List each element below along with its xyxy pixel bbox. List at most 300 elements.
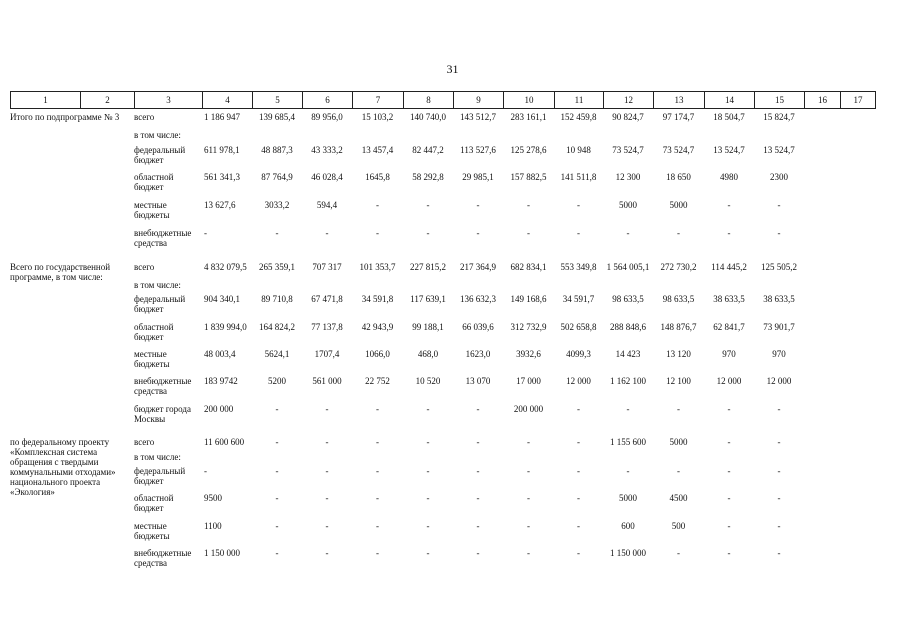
value-cell	[804, 262, 840, 280]
value-cell	[352, 452, 403, 466]
table-row	[10, 145, 875, 172]
column-header-13: 13	[654, 92, 705, 109]
value-cell	[352, 130, 403, 145]
funding-source-label: в том числе:	[134, 280, 181, 290]
value-cell: -	[426, 466, 430, 476]
value-cell: -	[577, 404, 580, 414]
value-cell: -	[204, 228, 207, 238]
value-cell: -	[577, 521, 580, 531]
value-cell: 164 824,2	[259, 322, 295, 332]
value-cell: -	[727, 493, 731, 503]
value-cell: -	[577, 493, 580, 503]
value-cell: -	[476, 404, 480, 414]
value-cell	[804, 437, 840, 452]
value-cell: 4099,3	[566, 349, 591, 359]
value-cell: -	[777, 466, 781, 476]
value-cell: -	[325, 548, 329, 558]
value-cell: 1 839 994,0	[204, 322, 247, 332]
value-cell: -	[677, 466, 680, 476]
value-cell	[840, 437, 875, 452]
funding-source-label: федеральный бюджет	[134, 145, 186, 165]
row-section-label	[10, 548, 134, 575]
value-cell: 73 901,7	[763, 322, 795, 332]
value-cell	[302, 280, 352, 294]
value-cell: 73 524,7	[612, 145, 644, 155]
value-cell: 707 317	[312, 262, 342, 272]
table-row	[10, 349, 875, 376]
value-cell: -	[777, 493, 781, 503]
value-cell: 29 985,1	[462, 172, 494, 182]
value-cell: -	[527, 548, 530, 558]
value-cell: 1100	[204, 521, 222, 531]
value-cell: -	[727, 200, 731, 210]
value-cell: -	[376, 228, 379, 238]
value-cell: -	[275, 493, 279, 503]
value-cell: 18 504,7	[713, 112, 745, 122]
value-cell: 46 028,4	[311, 172, 343, 182]
funding-source-label: местные бюджеты	[134, 349, 170, 369]
row-section-label	[10, 349, 134, 376]
header-row	[11, 92, 876, 109]
value-cell	[754, 280, 804, 294]
column-header-3: 3	[135, 92, 203, 109]
table-row	[10, 112, 875, 130]
value-cell: -	[777, 521, 781, 531]
value-cell: -	[577, 228, 580, 238]
value-cell: -	[325, 228, 329, 238]
funding-source-label: бюджет города Москвы	[134, 404, 191, 424]
value-cell: 22 752	[365, 376, 390, 386]
value-cell: -	[527, 200, 530, 210]
value-cell	[804, 404, 840, 437]
value-cell: 125 278,6	[510, 145, 547, 155]
value-cell: -	[527, 228, 530, 238]
value-cell: 288 848,6	[610, 322, 646, 332]
funding-source-label: всего	[134, 262, 155, 272]
value-cell	[252, 280, 302, 294]
value-cell: 139 685,4	[259, 112, 295, 122]
value-cell: 3033,2	[264, 200, 290, 210]
value-cell	[804, 349, 840, 376]
row-section-label	[10, 437, 134, 497]
value-cell: -	[727, 521, 731, 531]
value-cell: 113 527,6	[460, 145, 496, 155]
value-cell	[804, 521, 840, 548]
funding-source-label: в том числе:	[134, 452, 181, 462]
value-cell	[840, 521, 875, 548]
column-header-12: 12	[604, 92, 654, 109]
value-cell	[252, 452, 302, 466]
value-cell	[453, 452, 503, 466]
value-cell	[804, 294, 840, 322]
value-cell: 4980	[720, 172, 738, 182]
table-row	[10, 404, 875, 437]
table-row	[10, 262, 875, 280]
value-cell: 4 832 079,5	[204, 262, 247, 272]
table-row	[10, 452, 875, 466]
value-cell: -	[777, 548, 781, 558]
value-cell	[840, 493, 875, 521]
value-cell	[840, 349, 875, 376]
value-cell: -	[476, 200, 480, 210]
funding-source-label: областной бюджет	[134, 172, 174, 192]
value-cell: -	[727, 404, 731, 414]
value-cell: -	[376, 200, 379, 210]
value-cell: 682 834,1	[510, 262, 547, 272]
row-section-label	[10, 130, 134, 145]
column-header-2: 2	[81, 92, 135, 109]
column-header-9: 9	[454, 92, 504, 109]
value-cell: -	[777, 228, 781, 238]
value-cell	[453, 130, 503, 145]
row-section-label	[10, 521, 134, 548]
value-cell	[804, 322, 840, 349]
value-cell	[603, 130, 653, 145]
value-cell	[804, 280, 840, 294]
value-cell: -	[376, 404, 379, 414]
financing-table	[10, 112, 875, 575]
value-cell: 143 512,7	[460, 112, 496, 122]
row-section-label	[10, 493, 134, 521]
table-row	[10, 322, 875, 349]
value-cell: 11 600 600	[204, 437, 245, 447]
value-cell: 48 887,3	[261, 145, 293, 155]
value-cell	[202, 280, 252, 294]
value-cell: 157 882,5	[510, 172, 547, 182]
value-cell: -	[426, 200, 430, 210]
value-cell	[202, 452, 252, 466]
value-cell: 1066,0	[365, 349, 390, 359]
column-header-8: 8	[404, 92, 454, 109]
value-cell: 48 003,4	[204, 349, 236, 359]
funding-source-label: внебюджетные средства	[134, 376, 192, 396]
value-cell: -	[626, 228, 630, 238]
value-cell: 34 591,7	[562, 294, 595, 304]
value-cell: -	[727, 548, 731, 558]
value-cell	[840, 322, 875, 349]
value-cell: -	[275, 521, 279, 531]
value-cell	[840, 130, 875, 145]
value-cell: -	[376, 437, 379, 447]
funding-source-label: областной бюджет	[134, 493, 174, 513]
value-cell: 13 524,7	[713, 145, 745, 155]
value-cell	[840, 376, 875, 404]
value-cell: 38 633,5	[763, 294, 795, 304]
value-cell: 200 000	[513, 404, 544, 414]
value-cell: -	[426, 437, 430, 447]
value-cell: 12 000	[766, 376, 792, 386]
value-cell	[804, 228, 840, 262]
value-cell: 217 364,9	[460, 262, 496, 272]
value-cell	[754, 452, 804, 466]
column-number-header	[10, 91, 876, 109]
value-cell: -	[777, 404, 781, 414]
value-cell: 14 423	[615, 349, 641, 359]
section-label-text: Итого по подпрограмме № 3	[10, 112, 120, 122]
value-cell: 283 161,1	[510, 112, 547, 122]
value-cell	[352, 280, 403, 294]
value-cell	[302, 452, 352, 466]
value-cell: -	[426, 228, 430, 238]
value-cell: 4500	[669, 493, 688, 503]
table-row	[10, 548, 875, 575]
value-cell: -	[727, 437, 731, 447]
value-cell: -	[476, 521, 480, 531]
value-cell: 13 627,6	[204, 200, 236, 210]
value-cell: -	[727, 228, 731, 238]
value-cell	[804, 466, 840, 493]
value-cell: 2300	[770, 172, 788, 182]
value-cell: -	[777, 437, 781, 447]
value-cell: 1 150 000	[204, 548, 240, 558]
value-cell: -	[325, 466, 329, 476]
value-cell	[804, 548, 840, 575]
column-header-6: 6	[303, 92, 353, 109]
row-section-label	[10, 145, 134, 172]
value-cell: 87 764,9	[261, 172, 293, 182]
value-cell: -	[476, 466, 480, 476]
value-cell: 73 524,7	[662, 145, 695, 155]
value-cell: -	[325, 404, 329, 414]
funding-source-label: федеральный бюджет	[134, 294, 186, 314]
value-cell	[840, 172, 875, 200]
section-label-text: по федеральному проекту «Комплексная система обращения с твердыми коммунальными отходами» национального проекта «Экология»	[10, 437, 116, 497]
value-cell: 17 000	[516, 376, 541, 386]
value-cell: -	[325, 437, 329, 447]
value-cell	[754, 130, 804, 145]
value-cell: 62 841,7	[713, 322, 745, 332]
table-row	[10, 493, 875, 521]
table-row	[10, 437, 875, 452]
value-cell: 101 353,7	[359, 262, 396, 272]
value-cell: 561 000	[312, 376, 342, 386]
value-cell: 42 943,9	[361, 322, 394, 332]
value-cell	[840, 548, 875, 575]
column-header-5: 5	[253, 92, 303, 109]
value-cell: 89 710,8	[261, 294, 293, 304]
value-cell: -	[426, 493, 430, 503]
value-cell	[840, 145, 875, 172]
value-cell: 34 591,8	[361, 294, 394, 304]
value-cell: 114 445,2	[711, 262, 747, 272]
value-cell	[704, 280, 754, 294]
table-row	[10, 130, 875, 145]
value-cell: -	[626, 404, 630, 414]
value-cell: -	[275, 548, 279, 558]
value-cell: -	[426, 521, 430, 531]
column-header-16: 16	[805, 92, 841, 109]
value-cell	[603, 280, 653, 294]
value-cell: -	[527, 521, 530, 531]
value-cell: 594,4	[316, 200, 338, 210]
value-cell	[804, 376, 840, 404]
row-section-label	[10, 112, 134, 130]
value-cell: 1 162 100	[610, 376, 646, 386]
value-cell: 227 815,2	[410, 262, 446, 272]
value-cell: 18 650	[666, 172, 691, 182]
value-cell	[840, 228, 875, 262]
row-section-label	[10, 228, 134, 262]
value-cell	[840, 466, 875, 493]
value-cell: 272 730,2	[660, 262, 697, 272]
value-cell	[804, 200, 840, 228]
row-section-label	[10, 404, 134, 437]
value-cell	[653, 452, 704, 466]
value-cell: -	[325, 493, 329, 503]
value-cell: -	[577, 437, 580, 447]
value-cell: 970	[722, 349, 736, 359]
value-cell	[503, 130, 554, 145]
value-cell: 13 070	[465, 376, 491, 386]
value-cell: -	[325, 521, 329, 531]
funding-source-label: местные бюджеты	[134, 200, 170, 220]
value-cell: 200 000	[204, 404, 234, 414]
funding-source-label: в том числе:	[134, 130, 181, 140]
value-cell: -	[677, 548, 680, 558]
value-cell: -	[275, 404, 279, 414]
table-row	[10, 280, 875, 294]
funding-source-label: местные бюджеты	[134, 521, 170, 541]
value-cell: 15 103,2	[361, 112, 394, 122]
value-cell: 148 876,7	[660, 322, 697, 332]
value-cell: -	[677, 404, 680, 414]
value-cell: -	[476, 228, 480, 238]
value-cell: -	[577, 200, 580, 210]
table-row	[10, 200, 875, 228]
value-cell: 1623,0	[465, 349, 491, 359]
value-cell: -	[376, 548, 379, 558]
column-header-4: 4	[203, 92, 253, 109]
value-cell	[653, 130, 704, 145]
value-cell: 97 174,7	[662, 112, 695, 122]
value-cell: 117 639,1	[410, 294, 446, 304]
value-cell: 5624,1	[264, 349, 290, 359]
value-cell: 10 520	[415, 376, 441, 386]
value-cell: 77 137,8	[311, 322, 343, 332]
value-cell: 265 359,1	[259, 262, 295, 272]
value-cell: 12 300	[615, 172, 641, 182]
value-cell: 12 100	[666, 376, 691, 386]
funding-source-label: всего	[134, 112, 155, 122]
page-number: 31	[446, 62, 459, 76]
row-section-label	[10, 200, 134, 228]
column-header-11: 11	[555, 92, 604, 109]
column-header-7: 7	[353, 92, 404, 109]
value-cell: 66 039,6	[462, 322, 494, 332]
value-cell: 1645,8	[365, 172, 390, 182]
value-cell	[804, 112, 840, 130]
value-cell: 149 168,6	[510, 294, 547, 304]
value-cell: -	[275, 228, 279, 238]
value-cell: 970	[772, 349, 786, 359]
value-cell: -	[626, 466, 630, 476]
value-cell: -	[275, 437, 279, 447]
value-cell: 125 505,2	[761, 262, 797, 272]
value-cell: -	[677, 228, 680, 238]
value-cell: -	[426, 548, 430, 558]
value-cell: 141 511,8	[560, 172, 597, 182]
value-cell	[804, 130, 840, 145]
value-cell: 38 633,5	[713, 294, 745, 304]
row-section-label	[10, 280, 134, 294]
row-section-label	[10, 376, 134, 404]
value-cell	[804, 493, 840, 521]
value-cell: 611 978,1	[204, 145, 240, 155]
value-cell: 5000	[669, 200, 688, 210]
value-cell	[503, 452, 554, 466]
table-row	[10, 228, 875, 262]
value-cell: 553 349,8	[560, 262, 597, 272]
value-cell: 500	[671, 521, 686, 531]
value-cell: 5200	[268, 376, 286, 386]
column-header-17: 17	[841, 92, 876, 109]
value-cell	[403, 130, 453, 145]
value-cell: 12 000	[716, 376, 742, 386]
value-cell	[252, 130, 302, 145]
row-section-label	[10, 172, 134, 200]
value-cell: -	[777, 200, 781, 210]
value-cell	[804, 172, 840, 200]
value-cell	[403, 280, 453, 294]
value-cell: 5000	[619, 200, 637, 210]
value-cell: -	[577, 548, 580, 558]
value-cell: 140 740,0	[410, 112, 446, 122]
value-cell	[704, 452, 754, 466]
value-cell	[704, 130, 754, 145]
value-cell: 1707,4	[314, 349, 340, 359]
value-cell: -	[476, 548, 480, 558]
value-cell	[840, 452, 875, 466]
value-cell: 904 340,1	[204, 294, 240, 304]
value-cell: 98 633,5	[662, 294, 695, 304]
value-cell: -	[376, 521, 379, 531]
value-cell: -	[204, 466, 207, 476]
row-section-label	[10, 322, 134, 349]
value-cell: -	[376, 466, 379, 476]
value-cell	[202, 130, 252, 145]
value-cell: 502 658,8	[560, 322, 597, 332]
value-cell: 1 155 600	[610, 437, 646, 447]
value-cell	[804, 452, 840, 466]
value-cell: 136 632,3	[460, 294, 496, 304]
value-cell: -	[527, 437, 530, 447]
value-cell: 468,0	[417, 349, 439, 359]
row-section-label	[10, 294, 134, 322]
value-cell: 3932,6	[516, 349, 541, 359]
value-cell	[453, 280, 503, 294]
value-cell	[840, 200, 875, 228]
value-cell: 561 341,3	[204, 172, 240, 182]
value-cell: -	[527, 493, 530, 503]
row-section-label	[10, 262, 134, 280]
value-cell: 13 524,7	[763, 145, 795, 155]
value-cell: 152 459,8	[560, 112, 597, 122]
funding-source-label: внебюджетные средства	[134, 548, 192, 568]
value-cell: -	[527, 466, 530, 476]
funding-source-label: областной бюджет	[134, 322, 174, 342]
value-cell	[840, 112, 875, 130]
funding-source-label: внебюджетные средства	[134, 228, 192, 248]
value-cell: 600	[621, 521, 635, 531]
value-cell: 13 120	[666, 349, 691, 359]
value-cell: 1 186 947	[204, 112, 240, 122]
value-cell: 1 564 005,1	[606, 262, 650, 272]
value-cell: 90 824,7	[612, 112, 644, 122]
value-cell: -	[577, 466, 580, 476]
value-cell: 89 956,0	[311, 112, 343, 122]
value-cell	[554, 280, 603, 294]
value-cell: -	[727, 466, 731, 476]
